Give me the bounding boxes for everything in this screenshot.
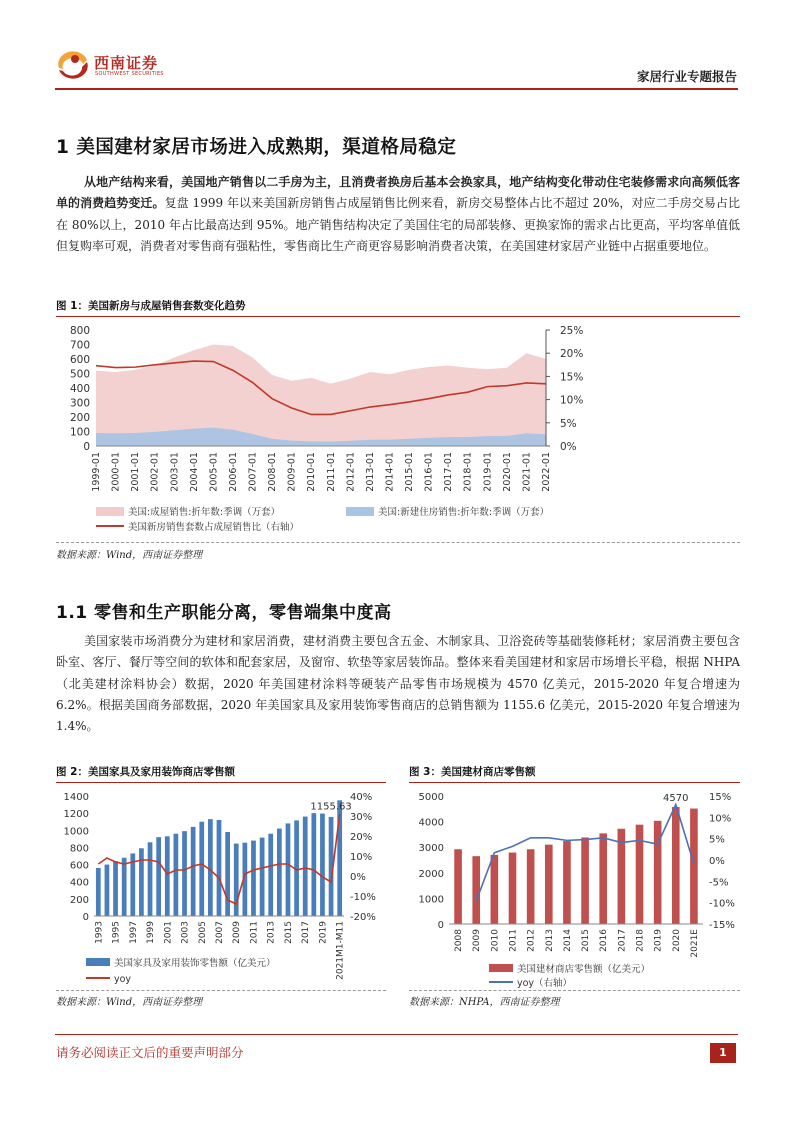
x-tick-label: 2008 xyxy=(454,929,465,952)
bar xyxy=(454,849,462,924)
bar xyxy=(311,813,316,916)
x-tick-label: 2022-01 xyxy=(541,452,552,492)
x-tick-label: 1995 xyxy=(111,921,122,944)
y2-tick-label: 5% xyxy=(709,834,725,846)
x-tick-label: 2000-01 xyxy=(110,452,122,492)
legend-label-existing: 美国:成屋销售:折年数:季调（万套） xyxy=(128,507,281,518)
legend-swatch-new xyxy=(346,507,374,516)
section-1-1-title: 1.1 零售和生产职能分离，零售端集中度高 xyxy=(56,603,392,623)
y-tick-label: 2000 xyxy=(418,868,444,880)
y-tick-label: 100 xyxy=(69,426,90,439)
x-tick-label: 1999-01 xyxy=(91,452,102,492)
y-tick-label: 1200 xyxy=(63,809,89,821)
bar xyxy=(268,834,273,916)
y-tick-label: 3000 xyxy=(418,843,444,855)
x-tick-label: 2005-01 xyxy=(208,452,220,492)
bar xyxy=(199,822,204,916)
x-tick-label: 2020-01 xyxy=(501,452,513,492)
bar xyxy=(96,868,101,916)
y2-tick-label: 5% xyxy=(560,417,577,430)
figure-1-title: 图 1：美国新房与成屋销售套数变化趋势 xyxy=(56,300,246,312)
bar xyxy=(527,849,535,924)
figure-1-rule xyxy=(56,316,740,317)
bar xyxy=(148,842,153,916)
x-tick-label: 2015-01 xyxy=(404,452,416,492)
y-tick-label: 0 xyxy=(83,441,90,453)
figure-3-title: 图 3：美国建材商店零售额 xyxy=(409,766,536,778)
y2-tick-label: 10% xyxy=(350,852,373,863)
x-tick-label: 2007 xyxy=(215,921,225,944)
bar xyxy=(225,832,230,916)
figure-3-rule xyxy=(409,782,740,783)
x-tick-label: 2010 xyxy=(490,929,501,952)
legend-label-line: yoy xyxy=(114,974,132,985)
y-tick-label: 600 xyxy=(69,354,90,366)
x-tick-label: 2012 xyxy=(526,929,537,952)
figure-1-chart xyxy=(56,318,740,538)
data-label: 4570 xyxy=(663,793,689,805)
bar xyxy=(303,817,308,916)
section-1-1-paragraph: 美国家装市场消费分为建材和家居消费，建材消费主要包含五金、木制家具、卫浴瓷砖等基础装修耗材；家居消费主要包含卧室、客厅、餐厅等空间的软体和配套家居，及窗帘、软垫等家居装饰品。整体来看美国建材和家居市场增长平稳，根据 NHPA（北美建材涂料协会）数据，2020 年美国建材涂料等硬装产品零售市场规模为 4570 亿美元，2015-2020 年复合增速为 6.2%。根据美国商务部数据，2020 年美国家具及家用装饰零售商店的总销售额为 1155.6 亿美元，2015-2020 年复合增速为 1.4%。 xyxy=(56,634,740,734)
bar xyxy=(509,853,517,924)
existing-home-sales-area xyxy=(96,345,546,447)
x-tick-label: 2012-01 xyxy=(345,452,357,492)
bar xyxy=(182,831,187,916)
bar xyxy=(156,837,161,916)
x-tick-label: 2007-01 xyxy=(247,452,259,492)
x-tick-label: 2014 xyxy=(562,929,573,952)
y2-tick-label: -15% xyxy=(709,920,735,931)
x-tick-label: 2011-01 xyxy=(325,452,337,492)
x-tick-label: 2011 xyxy=(508,929,519,952)
x-tick-label: 2013-01 xyxy=(364,452,376,492)
figure-3-chart xyxy=(409,784,740,988)
x-tick-label: 2021M1-M11 xyxy=(335,921,346,980)
figure-2-rule xyxy=(56,782,386,783)
data-label: 1155.63 xyxy=(310,801,352,813)
x-tick-label: 2004-01 xyxy=(188,452,200,492)
bar xyxy=(654,821,662,924)
section-1-body: 复盘 1999 年以来美国新房销售占成屋销售比例来看，新房交易整体占比不超过 20%，对应二手房交易占比在 80%以上，2010 年占比最高达到 95%。地产销售结构决定了美国住宅的局部装修、更换家饰的需求占比更高，平均客单值低但复购率可观，消费者对零售商有强粘性，零售商比生产商更容易影响消费者决策，在美国建材家居产业链中占据重要地位。 xyxy=(56,196,740,253)
y-tick-label: 4000 xyxy=(418,817,444,829)
bar xyxy=(563,841,571,924)
x-tick-label: 2002-01 xyxy=(149,452,161,492)
x-tick-label: 2014-01 xyxy=(384,452,396,492)
y-tick-label: 1000 xyxy=(418,894,444,906)
y2-tick-label: 20% xyxy=(560,348,584,361)
y-tick-label: 200 xyxy=(69,894,89,906)
y2-tick-label: 10% xyxy=(560,394,584,407)
bar xyxy=(286,823,291,916)
x-tick-label: 1999 xyxy=(146,921,157,944)
bar xyxy=(581,837,589,924)
y2-tick-label: 40% xyxy=(350,792,373,803)
y-tick-label: 800 xyxy=(69,325,90,337)
x-tick-label: 2009 xyxy=(472,929,483,952)
y-tick-label: 500 xyxy=(69,368,90,381)
y2-tick-label: 25% xyxy=(560,325,584,337)
x-tick-label: 1993 xyxy=(94,921,105,944)
y-tick-label: 400 xyxy=(69,383,90,395)
bar xyxy=(234,844,239,916)
figure-2-source: 数据来源：Wind，西南证券整理 xyxy=(56,997,203,1008)
bar xyxy=(251,841,256,916)
y2-tick-label: 10% xyxy=(709,813,732,825)
x-tick-label: 2020 xyxy=(671,929,682,952)
x-tick-label: 2008-01 xyxy=(267,452,279,492)
logo-text: 西南证券 xyxy=(94,54,159,72)
y2-tick-label: 0% xyxy=(350,872,366,883)
section-1-title: 1 美国建材家居市场进入成熟期，渠道格局稳定 xyxy=(56,137,457,158)
x-tick-label: 2009 xyxy=(232,921,243,944)
bar xyxy=(165,836,170,916)
y2-tick-label: -10% xyxy=(709,898,735,910)
y-tick-label: 5000 xyxy=(418,792,444,803)
legend-swatch-bar xyxy=(86,958,110,966)
bar xyxy=(491,855,499,924)
x-tick-label: 2003 xyxy=(180,921,191,944)
x-tick-label: 2015 xyxy=(283,921,294,944)
x-tick-label: 2017-01 xyxy=(443,452,455,492)
legend-label-bar: 美国家具及家用装饰零售额（亿美元） xyxy=(114,958,276,969)
y-tick-label: 800 xyxy=(69,843,89,855)
x-tick-label: 2013 xyxy=(544,929,555,952)
y2-tick-label: -20% xyxy=(350,912,376,923)
bar xyxy=(672,807,680,924)
x-tick-label: 2010-01 xyxy=(306,452,318,492)
x-tick-label: 2013 xyxy=(266,921,277,944)
y-tick-label: 600 xyxy=(69,860,89,872)
x-tick-label: 2003-01 xyxy=(169,452,181,492)
figure-1-divider xyxy=(56,542,740,543)
x-tick-label: 2015 xyxy=(581,929,592,952)
x-tick-label: 2021E xyxy=(689,929,700,958)
y-tick-label: 200 xyxy=(69,412,90,424)
legend-swatch-existing xyxy=(96,507,124,516)
legend-label-new: 美国:新建住房销售:折年数:季调（万套） xyxy=(378,507,550,518)
page-number: 1 xyxy=(710,1043,736,1063)
y-tick-label: 1400 xyxy=(63,792,89,803)
x-tick-label: 1997 xyxy=(128,921,139,944)
y2-tick-label: -5% xyxy=(709,877,729,889)
footer-disclaimer: 请务必阅读正文后的重要声明部分 xyxy=(56,1045,244,1060)
x-tick-label: 2009-01 xyxy=(286,452,298,492)
report-type: 家居行业专题报告 xyxy=(636,69,737,84)
y-tick-label: 400 xyxy=(69,877,89,889)
bar xyxy=(472,856,480,924)
y2-tick-label: 0% xyxy=(560,441,577,453)
x-tick-label: 2001-01 xyxy=(130,452,142,492)
x-tick-label: 2019 xyxy=(653,929,664,952)
bar xyxy=(320,814,325,916)
x-tick-label: 2017 xyxy=(301,921,312,944)
bar xyxy=(277,829,282,916)
section-1-lead: 从地产结构来看，美国地产销售以二手房为主，且消费者换房后基本会换家具，地产结构变化带动住宅装修需求向高频低客单的消费趋势变迁。 xyxy=(56,175,740,211)
y-tick-label: 700 xyxy=(69,339,90,352)
y-tick-label: 0 xyxy=(82,912,89,923)
header xyxy=(0,0,793,100)
bar xyxy=(599,833,607,924)
legend-label-bar: 美国建材商店零售额（亿美元） xyxy=(517,964,651,975)
x-tick-label: 2005 xyxy=(197,921,208,944)
section-1-paragraph xyxy=(56,172,740,257)
figure-2-chart xyxy=(56,784,386,988)
y2-tick-label: 30% xyxy=(350,812,373,823)
logo-icon xyxy=(55,50,91,80)
x-tick-label: 2016-01 xyxy=(423,452,435,492)
x-tick-label: 2016 xyxy=(599,929,610,952)
y-tick-label: 0 xyxy=(437,920,444,931)
figure-3-source: 数据来源：NHPA，西南证券整理 xyxy=(409,997,560,1008)
y-tick-label: 300 xyxy=(69,397,90,410)
figure-2-divider xyxy=(56,990,386,991)
x-tick-label: 2018-01 xyxy=(462,452,474,492)
bar xyxy=(690,809,698,924)
bar xyxy=(208,819,213,916)
y2-tick-label: 0% xyxy=(709,856,725,867)
bar xyxy=(545,845,553,924)
bar xyxy=(113,861,118,916)
figure-2-title: 图 2：美国家具及家用装饰商店零售额 xyxy=(56,766,235,778)
figure-3-divider xyxy=(409,990,740,991)
figure-1-source: 数据来源：Wind，西南证券整理 xyxy=(56,550,203,561)
x-tick-label: 2001 xyxy=(163,921,174,944)
legend-swatch-bar xyxy=(489,964,513,972)
y2-tick-label: 20% xyxy=(350,832,373,843)
header-rule xyxy=(55,88,738,90)
x-tick-label: 2011 xyxy=(249,921,260,944)
bar xyxy=(260,838,265,916)
footer-rule xyxy=(55,1034,738,1035)
legend-label-ratio: 美国新房销售套数占成屋销售比（右轴） xyxy=(128,522,300,533)
x-tick-label: 2021-01 xyxy=(521,452,533,492)
bar xyxy=(105,865,110,916)
bar xyxy=(174,834,179,916)
y-tick-label: 1000 xyxy=(63,826,89,838)
legend-label-line: yoy（右轴） xyxy=(517,978,573,988)
bar xyxy=(139,848,144,916)
bar xyxy=(217,820,222,916)
x-tick-label: 2017 xyxy=(617,929,628,952)
logo-subtext: SOUTHWEST SECURITIES xyxy=(95,71,164,77)
bar xyxy=(191,827,196,916)
x-tick-label: 2019 xyxy=(318,921,329,944)
y2-tick-label: 15% xyxy=(560,371,584,384)
y2-tick-label: -10% xyxy=(350,892,376,903)
x-tick-label: 2006-01 xyxy=(227,452,239,492)
x-tick-label: 2019-01 xyxy=(482,452,494,492)
bar xyxy=(122,858,127,916)
y2-tick-label: 15% xyxy=(709,792,732,803)
x-tick-label: 2018 xyxy=(635,929,646,952)
